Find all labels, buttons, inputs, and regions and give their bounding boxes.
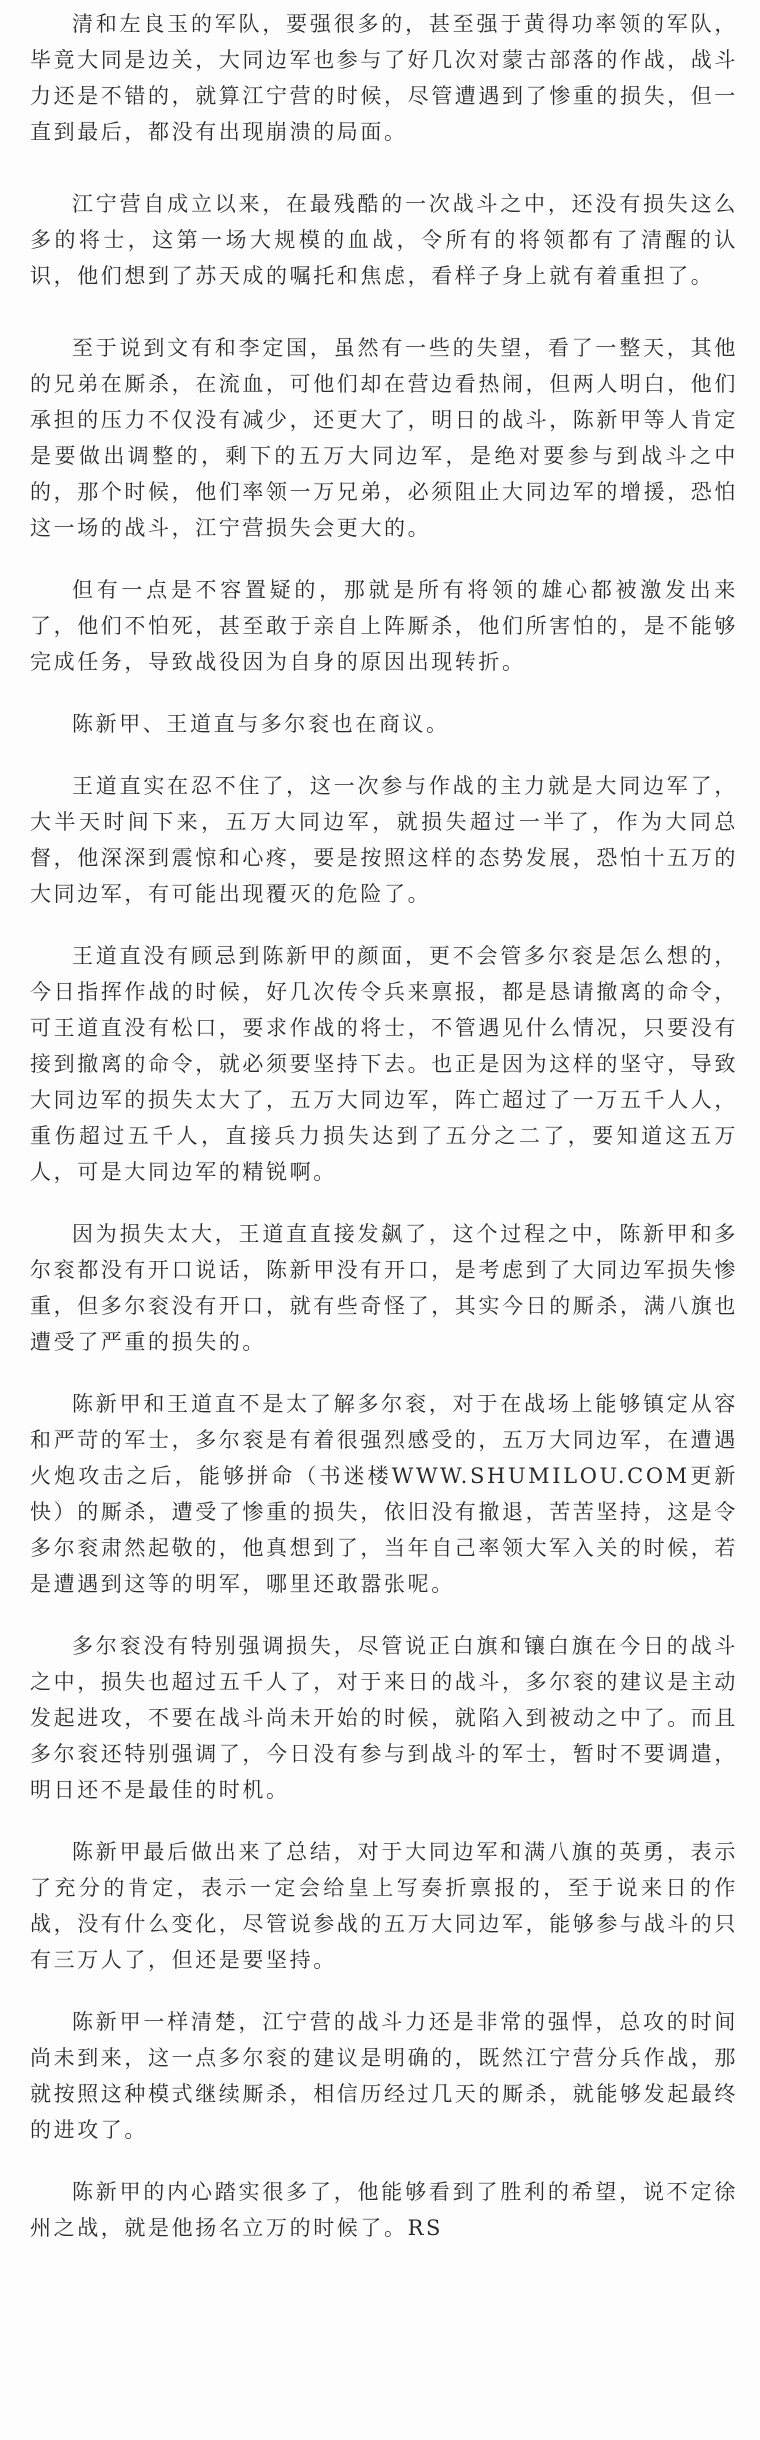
paragraph-gap xyxy=(30,2148,738,2174)
paragraph: 陈新甲和王道直不是太了解多尔衮，对于在战场上能够镇定从容和严苛的军士，多尔衮是有着很强烈感受的，五万大同边军，在遭遇火炮攻击之后，能够拼命（书迷楼WWW.SHUMILOU.COM更新快）的厮杀，遭受了惨重的损失，依旧没有撤退，苦苦坚持，这是令多尔衮肃然起敬的，他真想到了，当年自己率领大军入关的时候，若是遭遇到这等的明军，哪里还敢嚣张呢。 xyxy=(30,1392,738,1596)
paragraph-gap xyxy=(30,546,738,572)
paragraph-gap xyxy=(30,912,738,938)
paragraph-gap xyxy=(30,680,738,706)
paragraph-gap xyxy=(30,742,738,768)
paragraph: 江宁营自成立以来，在最残酷的一次战斗之中，还没有损失这么多的将士，这第一场大规模的血战，令所有的将领都有了清醒的认识，他们想到了苏天成的嘱托和焦虑，看样子身上就有着重担了。 xyxy=(30,192,738,288)
paragraph-gap xyxy=(30,1360,738,1386)
paragraph-gap xyxy=(30,150,738,186)
paragraph: 陈新甲的内心踏实很多了，他能够看到了胜利的希望，说不定徐州之战，就是他扬名立万的时候了。RS xyxy=(30,2180,738,2240)
paragraph: 陈新甲、王道直与多尔衮也在商议。 xyxy=(72,712,450,736)
paragraph-gap xyxy=(30,1190,738,1216)
paragraph-gap xyxy=(30,1602,738,1628)
paragraph: 但有一点是不容置疑的，那就是所有将领的雄心都被激发出来了，他们不怕死，甚至敢于亲自上阵厮杀，他们所害怕的，是不能够完成任务，导致战役因为自身的原因出现转折。 xyxy=(30,578,738,674)
paragraph: 王道直实在忍不住了，这一次参与作战的主力就是大同边军了，大半天时间下来，五万大同边军，就损失超过一半了，作为大同总督，他深深到震惊和心疼，要是按照这样的态势发展，恐怕十五万的大同边军，有可能出现覆灭的危险了。 xyxy=(30,774,738,906)
paragraph: 至于说到文有和李定国，虽然有一些的失望，看了一整天，其他的兄弟在厮杀，在流血，可他们却在营边看热闹，但两人明白，他们承担的压力不仅没有减少，还更大了，明日的战斗，陈新甲等人肯定是要做出调整的，剩下的五万大同边军，是绝对要参与到战斗之中的，那个时候，他们率领一万兄弟，必须阻止大同边军的增援，恐怕这一场的战斗，江宁营损失会更大的。 xyxy=(30,336,738,540)
paragraph: 清和左良玉的军队，要强很多的，甚至强于黄得功率领的军队，毕竟大同是边关，大同边军也参与了好几次对蒙古部落的作战，战斗力还是不错的，就算江宁营的时候，尽管遭遇到了惨重的损失，但一直到最后，都没有出现崩溃的局面。 xyxy=(30,12,738,144)
paragraph: 陈新甲一样清楚，江宁营的战斗力还是非常的强悍，总攻的时间尚未到来，这一点多尔衮的建议是明确的，既然江宁营分兵作战，那就按照这种模式继续厮杀，相信历经过几天的厮杀，就能够发起最终的进攻了。 xyxy=(30,2010,738,2142)
paragraph-gap xyxy=(30,1808,738,1834)
paragraph-gap xyxy=(30,294,738,330)
paragraph: 陈新甲最后做出来了总结，对于大同边军和满八旗的英勇，表示了充分的肯定，表示一定会给皇上写奏折禀报的，至于说来日的作战，没有什么变化，尽管说参战的五万大同边军，能够参与战斗的只有三万人了，但还是要坚持。 xyxy=(30,1840,738,1972)
paragraph: 多尔衮没有特别强调损失，尽管说正白旗和镶白旗在今日的战斗之中，损失也超过五千人了，对于来日的战斗，多尔衮的建议是主动发起进攻，不要在战斗尚未开始的时候，就陷入到被动之中了。而且多尔衮还特别强调了，今日没有参与到战斗的军士，暂时不要调遣，明日还不是最佳的时机。 xyxy=(30,1634,738,1802)
paragraph-gap xyxy=(30,1978,738,2004)
paragraph: 王道直没有顾忌到陈新甲的颜面，更不会管多尔衮是怎么想的，今日指挥作战的时候，好几次传令兵来禀报，都是恳请撤离的命令，可王道直没有松口，要求作战的将士，不管遇见什么情况，只要没有接到撤离的命令，就必须要坚持下去。也正是因为这样的坚守，导致大同边军的损失太大了，五万大同边军，阵亡超过了一万五千人人，重伤超过五千人，直接兵力损失达到了五分之二了，要知道这五万人，可是大同边军的精锐啊。 xyxy=(30,944,738,1184)
paragraph: 因为损失太大，王道直直接发飙了，这个过程之中，陈新甲和多尔衮都没有开口说话，陈新甲没有开口，是考虑到了大同边军损失惨重，但多尔衮没有开口，就有些奇怪了，其实今日的厮杀，满八旗也遭受了严重的损失的。 xyxy=(30,1222,738,1354)
